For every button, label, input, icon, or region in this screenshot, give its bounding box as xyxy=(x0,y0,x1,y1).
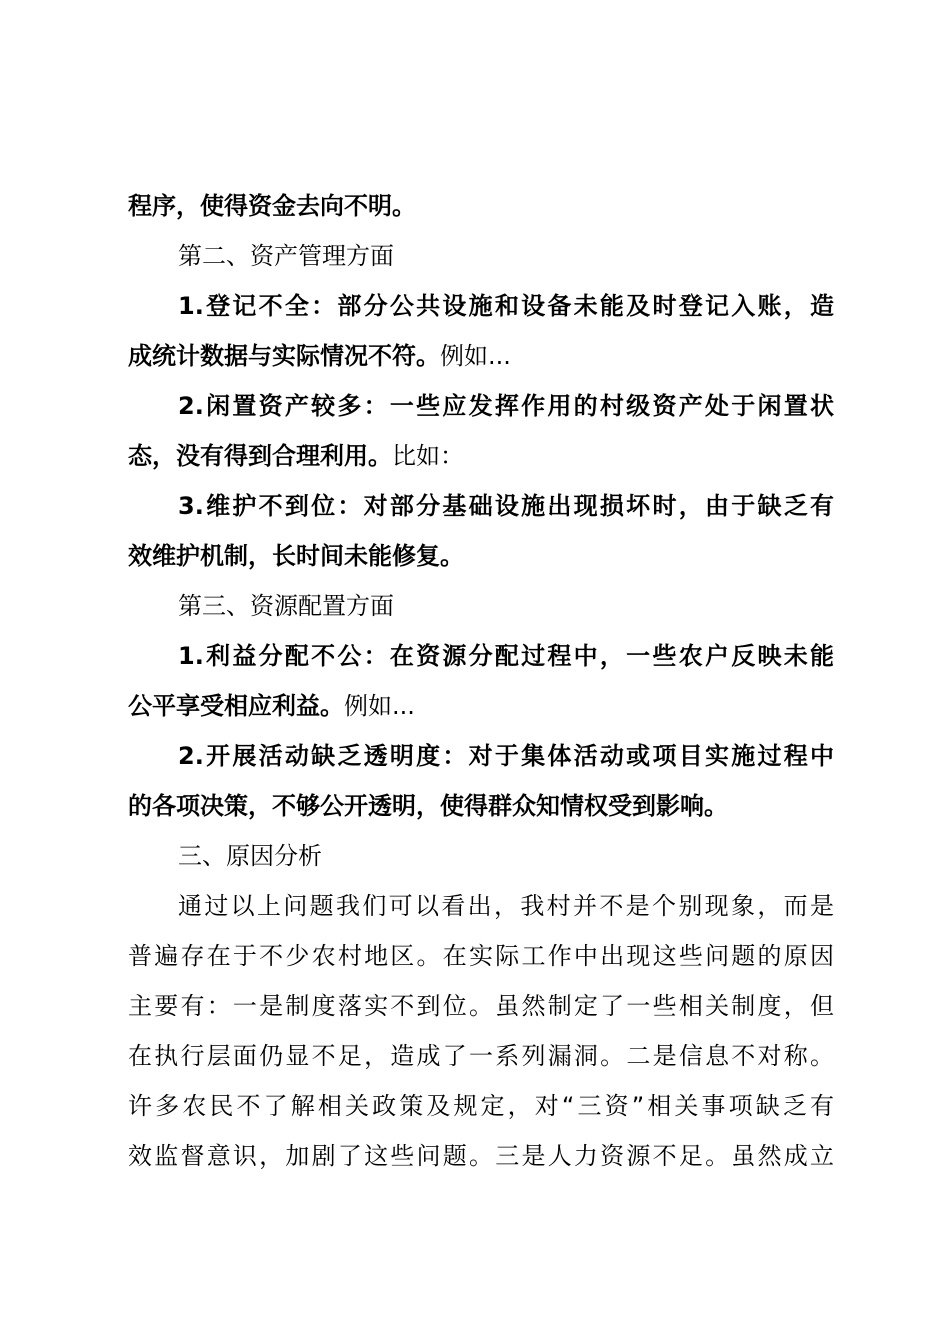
normal-text: 主要有：一是制度落实不到位。虽然制定了一些相关制度，但 xyxy=(128,992,834,1020)
paragraph-line xyxy=(128,938,834,974)
paragraph-line xyxy=(178,288,834,324)
normal-text: 例如... xyxy=(344,692,415,720)
bold-text: 2.闲置资产较多：一些应发挥作用的村级资产处于闲置状 xyxy=(178,392,834,420)
bold-text: 的各项决策，不够公开透明，使得群众知情权受到影响。 xyxy=(128,792,728,820)
heading-text: 第二、资产管理方面 xyxy=(178,242,394,270)
paragraph-line xyxy=(128,688,834,724)
section-heading xyxy=(178,838,834,874)
heading-text: 三、原因分析 xyxy=(178,842,322,870)
bold-text: 成统计数据与实际情况不符。 xyxy=(128,342,440,370)
paragraph-line xyxy=(128,338,834,374)
normal-text: 许多农民不了解相关政策及规定，对“三资”相关事项缺乏有 xyxy=(128,1092,834,1120)
bold-text: 效维护机制，长时间未能修复。 xyxy=(128,542,464,570)
paragraph-line xyxy=(128,788,834,824)
paragraph-line xyxy=(178,738,834,774)
paragraph-line xyxy=(128,988,834,1024)
bold-text: 1.登记不全：部分公共设施和设备未能及时登记入账，造 xyxy=(178,292,834,320)
bold-text: 态，没有得到合理利用。 xyxy=(128,442,392,470)
paragraph-line xyxy=(128,1088,834,1124)
paragraph-line xyxy=(178,388,834,424)
paragraph-line xyxy=(128,538,834,574)
bold-text: 1.利益分配不公：在资源分配过程中，一些农户反映未能 xyxy=(178,642,834,670)
normal-text: 效监督意识，加剧了这些问题。三是人力资源不足。虽然成立 xyxy=(128,1142,834,1170)
normal-text: 普遍存在于不少农村地区。在实际工作中出现这些问题的原因 xyxy=(128,942,834,970)
paragraph-line xyxy=(178,888,834,924)
paragraph-line xyxy=(128,188,834,224)
bold-text: 公平享受相应利益。 xyxy=(128,692,344,720)
paragraph-line xyxy=(178,488,834,524)
bold-text: 3.维护不到位：对部分基础设施出现损坏时，由于缺乏有 xyxy=(178,492,834,520)
normal-text: 通过以上问题我们可以看出，我村并不是个别现象，而是 xyxy=(178,892,834,920)
normal-text: 在执行层面仍显不足，造成了一系列漏洞。二是信息不对称。 xyxy=(128,1042,834,1070)
heading-text: 第三、资源配置方面 xyxy=(178,592,394,620)
section-heading xyxy=(178,588,834,624)
paragraph-line xyxy=(178,638,834,674)
section-heading xyxy=(178,238,834,274)
bold-text: 程序，使得资金去向不明。 xyxy=(128,192,416,220)
paragraph-line xyxy=(128,1138,834,1174)
paragraph-line xyxy=(128,438,834,474)
normal-text: 例如... xyxy=(440,342,511,370)
normal-text: 比如： xyxy=(392,442,464,470)
paragraph-line xyxy=(128,1038,834,1074)
bold-text: 2.开展活动缺乏透明度：对于集体活动或项目实施过程中 xyxy=(178,742,834,770)
